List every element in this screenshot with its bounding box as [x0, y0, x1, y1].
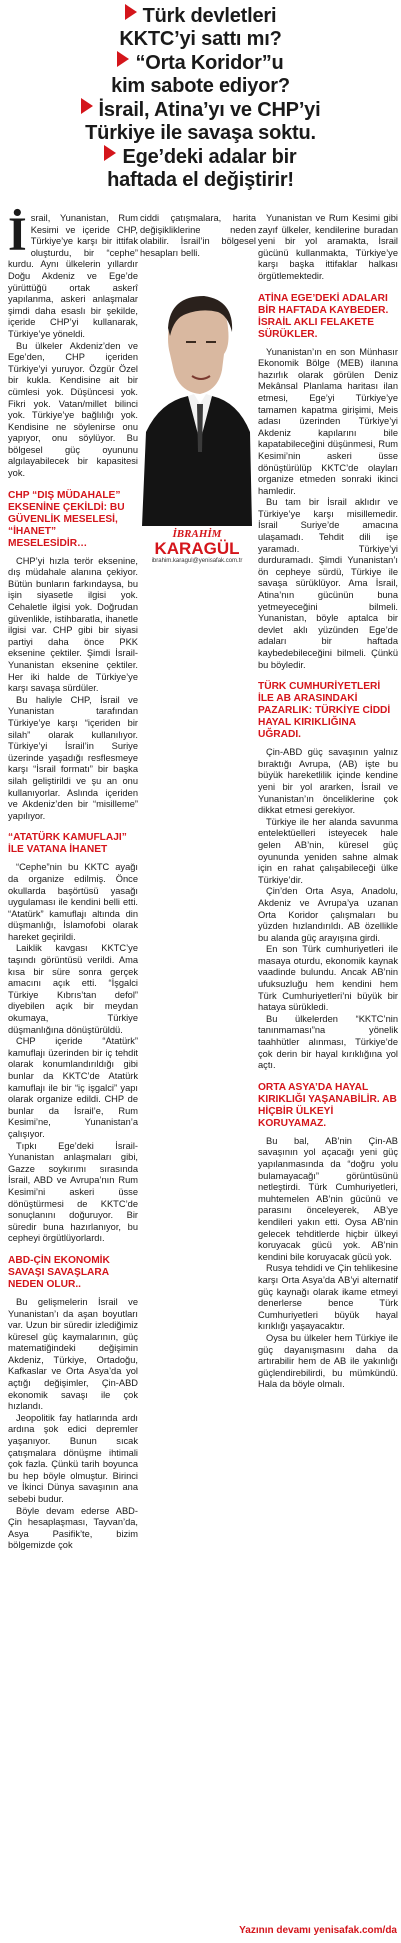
headline-line: haftada el değiştirir!: [107, 169, 294, 191]
paragraph: Oysa bu ülkeler hem Türkiye ile güç dayanışmasını daha da artırabilir hem de AB ile yakınlığı güçlendirebilirdi, bu mümkündü. Hala da böyle olmalı.: [258, 1332, 398, 1390]
middle-top-text: [140, 213, 256, 259]
headline-line: Ege’deki adalar bir: [0, 145, 401, 169]
headline-line: Türk devletleri: [0, 4, 401, 28]
author-photo: [140, 292, 254, 526]
paragraph: “Cephe”nin bu KKTC ayağı da organize edilmiş. Önce okullarda başörtüsü yasağı uygulaması ile kendini belli etti. “Atatürk” kamuflajı altında din düşmanlığı, İslamofobi olarak hareket geçirildi.: [8, 862, 138, 942]
paragraph: CHP’yi hızla terör eksenine, dış müdahale alanına çekiyor. Bütün bunların farkındaysa, bu işin siyasetle ilgisi yok. Cehaletle ilgisi yok. Doğrudan güvenlikle, istihbaratla, ihanetle ilgisi var. CHP gibi bir siyasi partiyi daha önce PKK eksenine çektiler. Şimdi İsrail-Yunanistan eksenine çektiler. Her iki halde de Türkiye’ye karşı savaşa sürdüler.: [8, 555, 138, 694]
drop-cap: İ: [8, 208, 27, 261]
author-caption: [140, 528, 254, 564]
paragraph: Yunanistan ve Rum Kesimi gibi zayıf ülkeler, kendilerine buradan yeni bir yol aramakta, İsrail gücünü kullanmakta, Türkiye’ye karşı başka ittifaklar halkası örgütlemektedir.: [258, 213, 398, 281]
paragraph: Bu haliyle CHP, İsrail ve Yunanistan tarafından Türkiye’ye karşı “içeriden bir silah” olarak kullanılıyor. Türkiye’yi İsrail’in Suriye üzerinde yaşadığı resflesmeye karşı “İsrail formatı” bir başka silah geliştirildi ve şu an onu kullanıyorlar. Aslında içeriden ve Akdeniz’den bir “misilleme” yapılıyor.: [8, 694, 138, 821]
headline-line: Türkiye ile savaşa soktu.: [85, 122, 316, 144]
red-triangle-icon: [117, 51, 129, 67]
right-column: [258, 213, 398, 1391]
red-triangle-icon: [125, 4, 137, 20]
paragraph: Laiklik kavgası KKTC’ye taşındı görüntüsü verildi. Ama kısa bir süre sonra gerçek amacını açık etti. “İşgalci Türkiye Kıbrıs’tan defol” diyebilen açık bir meydan okumaya, Türkiye düşmanlığına dönüştürüldü.: [8, 943, 138, 1035]
paragraph: Yunanistan’ın en son Münhasır Ekonomik Bölge (MEB) ilanına hazırlık olarak görülen Deniz Mekânsal Planlama haritası ilan etmesi, Ege’yi Türkiye’ye tamamen kapatma girişimi, Meis adası üzerinden Türkiye’yi Akdeniz kapılarını bile kapatabileceğini düşünmesi, Rum Kesimi’nin askeri üsse dönüştürülüp KKTC’de olayları organize etmeden sonraki ikinci hamledir.: [258, 346, 398, 496]
paragraph: Rusya tehdidi ve Çin tehlikesine karşı Orta Asya’da AB’yi alternatif güç kaynağı olarak ikame etmeyi denerlerse bence Türk Cumhuriyetleri büyük hayal kırıklığı yaşayacaktır.: [258, 1263, 398, 1332]
subheading: ORTA ASYA’DA HAYAL KIRIKLIĞI YAŞANABİLİR. AB HİÇBİR ÜLKEYİ KORUYAMAZ.: [258, 1081, 397, 1129]
paragraph: Tıpkı Ege’deki İsrail-Yunanistan anlaşmaları gibi, Gazze soykırımı sırasında İsrail, ABD ve Avrupa’nın Rum Kesimi’ni askeri üsse dönüştürmesi de KKTC’de sonuçlanını doğuruyor. Bir süredir buna hazırlanıyor, bu cepheyi örgütlüyorlardı.: [8, 1140, 138, 1244]
red-triangle-icon: [81, 98, 93, 114]
paragraph: Bu ülkelerden “KKTC’nin tanınmaması”na yönelik taahhütler alınması, Türkiye’de çok derin bir hayal kırıklığına yol açtı.: [258, 1013, 398, 1071]
paragraph: srail, Yunanistan, Rum Kesimi ve içeride CHP, Türkiye’ye karşı bir ittifak oluşturdu, bir “cephe” kurdu. Aynı ülkelerin yıllardır Doğu Akdeniz ve Ege’de yürüttüğü ortak askerî yapılanma, askeri anlaşmalar şimdi daha esaslı bir şekilde, içeride CHP’yi kullanarak, Türkiye’ye yöneldi.: [8, 213, 138, 339]
headline-line: İsrail, Atina’yı ve CHP’yi: [0, 98, 401, 122]
paragraph: Bu gelişmelerin İsrail ve Yunanistan’ı da aşan boyutları var. Uzun bir süredir izlediğimiz küresel güç kaymalarının, güç matematiğindeki değişimin Akdeniz, Türkiye, Ortadoğu, Kafkaslar ve Orta Asya’da yol açtığı değişimler, Çin-ABD ekonomik savaşı ile çok hızlandı.: [8, 1296, 138, 1412]
author-email: ibrahim.karagul@yenisafak.com.tr: [151, 558, 243, 564]
continuation-link[interactable]: Yazının devamı yenisafak.com/da: [239, 1925, 397, 1936]
paragraph: Türkiye ile her alanda savunma entelektüelleri isteyecek hale gelen AB’nin, küresel güç oyununda yeniden sahne almak için en rahat çalışabileceği ülke Türkiye’dir.: [258, 816, 398, 885]
subheading: ATİNA EGE’DEKİ ADALARI BİR HAFTADA KAYBEDER. İSRAİL AKLI FELAKETE SÜRÜKLER.: [258, 292, 389, 340]
headline-line: KKTC’yi sattı mı?: [119, 28, 282, 50]
red-triangle-icon: [104, 145, 116, 161]
paragraph: Jeopolitik fay hatlarında ardı ardına şok edici depremler yaşanıyor. Bunun sıcak çatışmalara dönüşme ihtimali çok fazla. Çünkü tarih boyunca bu hep böyle olmuştur. Birinci ve İkinci Dünya savaşının ana sebebi budur.: [8, 1412, 138, 1504]
headline-block: [0, 4, 401, 192]
subheading: TÜRK CUMHURİYETLERİ İLE AB ARASINDAKİ PAZARLIK: TÜRKİYE CİDDİ HAYAL KIRIKLIĞINA UĞRADI.: [258, 681, 391, 741]
author-last-name: KARAGÜL: [154, 539, 240, 558]
paragraph: Bu bal, AB’nin Çin-AB savaşının yol açacağı yeni güç yapılanmasında da “doğru yolu bulamayacağı” görüntüsünü netleştirdi. Türk Cumhuriyetleri, muhtemelen AB’nin gücünü ve parasını önceleyerek, AB’ye kendileri yakın etti. Oysa AB’nin gelecek tehditlerde hiçbir ülkeyi koruyacak gücü yok. AB’nin kendini bile koruyacak gücü yok.: [258, 1135, 398, 1262]
subheading: “ATATÜRK KAMUFLAJI” İLE VATANA İHANET: [8, 832, 127, 856]
paragraph: CHP içeride “Atatürk” kamuflajı üzerinden bir iç tehdit olarak konumlandırıldığı gibi bunlar da KKTC’de Atatürk kamuflajı ile bir “iç işgalci” yapı olarak organize edildi. CHP de bunlar da İsrail’e, Rum Kesimi’ne, Yunanistan’a çalışıyor.: [8, 1036, 138, 1139]
paragraph: Böyle devam ederse ABD-Çin hesaplaşması, Tayvan’da, Asya Pasifik’te, bizim bölgemizde çok: [8, 1505, 138, 1551]
paragraph: ciddi çatışmalara, harita değişikliklerine neden olabilir. İsrail’in bölgesel hesapları belli.: [140, 213, 256, 258]
left-column: [8, 208, 138, 1552]
paragraph: Bu ülkeler Akdeniz’den ve Ege’den, CHP içeriden Türkiye’yi yuruyor. Özgür Özel bir kukla. Kendisine ait bir cümlesi yok. Düşüncesi yok. Fikri yok. Vatan/millet bilinci yok. Türkiye’ye bağlılığı yok. Kendisine ne söylenirse onu yapıyor, onu söylüyor. Bu bölgesel güç oyununu algılayabilecek bir kapasitesi yok.: [8, 340, 138, 479]
headline-line: “Orta Koridor”u: [0, 51, 401, 75]
author-first-name: İBRAHİM: [172, 528, 222, 540]
subheading: CHP “DIŞ MÜDAHALE” EKSENİNE ÇEKİLDİ: BU GÜVENLİK MESELESİ, “İHANET” MESELESİDİR…: [8, 489, 125, 549]
paragraph: En son Türk cumhuriyetleri ile masaya oturdu, ekonomik kaynak vaadinde bulundu. Ancak AB’nin ufuksuzluğu hem kendini hem Türk Cumhuriyetleri’ni büyük bir hataya sürükledi.: [258, 944, 398, 1013]
paragraph: Çin-ABD güç savaşının yalnız bıraktığı Avrupa, (AB) işte bu büyük hareketlilik içinde kendine yeni bir yol ararken, İsrail ve Yunanistan’ın önceliklerine çok dikkat etmesi gerekiyor.: [258, 747, 398, 816]
paragraph: Bu tam bir İsrail aklıdır ve Türkiye’ye karşı misillemedir. İsrail Suriye’de amacına ulaşamadı. Tehdit dili işe yaramadı. Türkiye’yi durduramadı. Şimdi Yunanistan’ı ön cepheye sürdü, Türkiye ile savaşa sürüklüyor. Ama İsrail, Atina’nın gücünün buna yetmeyeceğini bilmeli. Yunanistan, böyle aptalca bir devlet aklı yüzünden Ege’de adaları bir haftada kaybedebileceğini bilmeli. Çünkü bu böyledir.: [258, 497, 398, 670]
paragraph: Çin’den Orta Asya, Anadolu, Akdeniz ve Avrupa’ya uzanan Orta Koridor çalışmaları bu yüzden hızlandırıldı. AB özellikle bu alanda güç arayışına girdi.: [258, 886, 398, 943]
headline-line: kim sabote ediyor?: [111, 75, 290, 97]
subheading: ABD-ÇİN EKONOMİK SAVAŞI SAVAŞLARA NEDEN OLUR..: [8, 1254, 110, 1290]
